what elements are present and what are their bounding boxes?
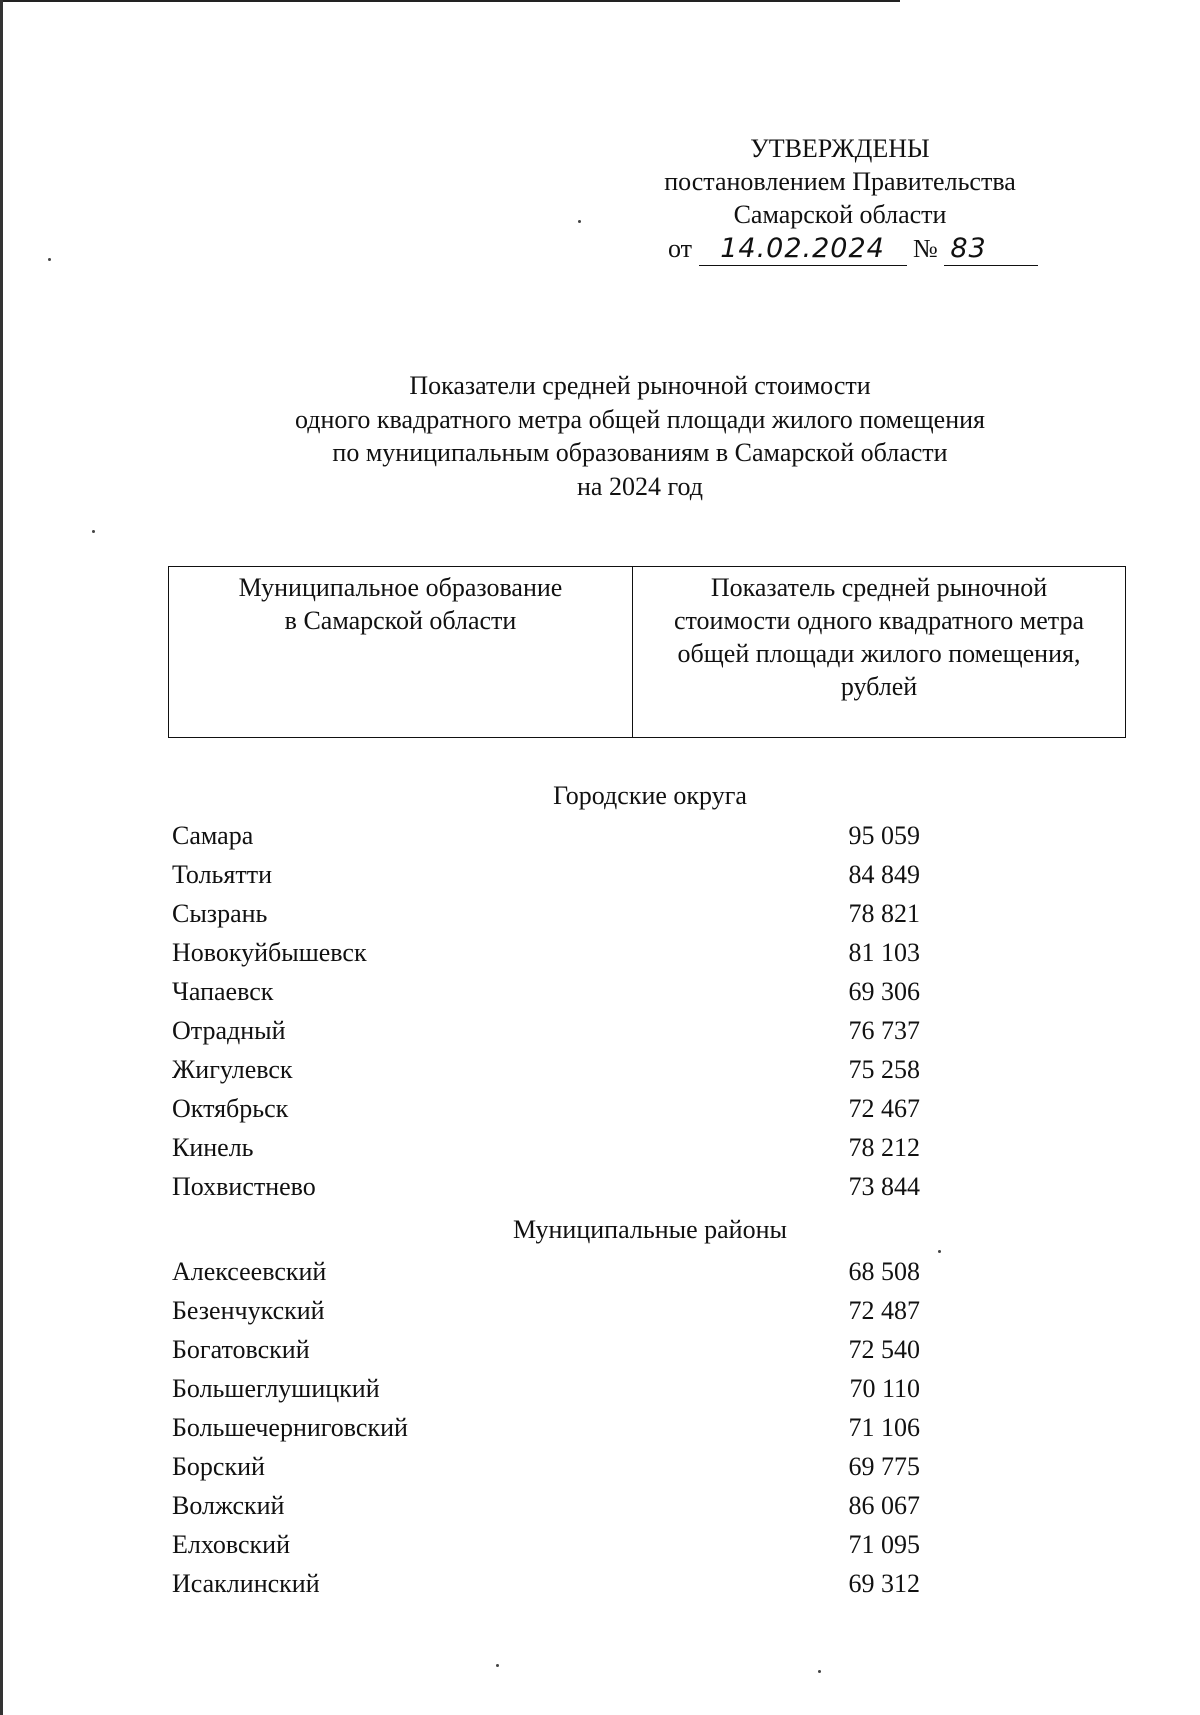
title-line: одного квадратного метра общей площади жилого помещения bbox=[294, 404, 986, 434]
municipality-name: Безенчукский bbox=[172, 1296, 325, 1325]
title-line: Показатели средней рыночной стоимости bbox=[409, 371, 871, 400]
header-text: общей площади жилого помещения, bbox=[677, 639, 1081, 668]
title-line: на 2024 год bbox=[577, 471, 703, 501]
municipality-name: Большечерниговский bbox=[172, 1413, 408, 1442]
table-header bbox=[168, 566, 1126, 738]
municipality-name: Борский bbox=[172, 1452, 265, 1481]
price-value: 69 312 bbox=[848, 1569, 920, 1598]
scan-speck bbox=[48, 258, 51, 261]
approval-block bbox=[600, 132, 1080, 231]
municipality-name: Сызрань bbox=[172, 899, 268, 928]
scan-speck bbox=[938, 1250, 941, 1253]
approval-heading: УТВЕРЖДЕНЫ bbox=[750, 134, 930, 163]
scan-speck bbox=[578, 220, 581, 223]
title-line: по муниципальным образованиям в Самарской области bbox=[332, 438, 948, 467]
municipality-name: Кинель bbox=[172, 1133, 254, 1162]
municipality-name: Новокуйбышевск bbox=[172, 938, 367, 967]
table-row bbox=[172, 1130, 932, 1166]
section-heading: Городские округа bbox=[553, 781, 747, 810]
table-row bbox=[172, 896, 932, 932]
price-value: 72 467 bbox=[848, 1094, 920, 1123]
price-value: 71 095 bbox=[848, 1530, 920, 1559]
table-row bbox=[172, 1527, 932, 1563]
table-row bbox=[172, 1488, 932, 1524]
municipality-name: Богатовский bbox=[172, 1335, 310, 1364]
handwritten-number: 83 bbox=[944, 232, 1038, 266]
price-value: 75 258 bbox=[848, 1055, 920, 1084]
table-row bbox=[172, 935, 932, 971]
table-row bbox=[172, 1013, 932, 1049]
price-value: 69 306 bbox=[848, 977, 920, 1006]
municipality-name: Большеглушицкий bbox=[172, 1374, 380, 1403]
table-row bbox=[172, 1566, 932, 1602]
municipality-name: Отрадный bbox=[172, 1016, 286, 1045]
municipality-name: Жигулевск bbox=[172, 1055, 293, 1084]
table-row bbox=[172, 1449, 932, 1485]
price-value: 76 737 bbox=[848, 1016, 920, 1045]
table-row bbox=[172, 1410, 932, 1446]
municipality-name: Волжский bbox=[172, 1491, 285, 1520]
municipality-name: Самара bbox=[172, 821, 254, 850]
approval-region: Самарской области bbox=[733, 200, 947, 229]
table-row bbox=[172, 1091, 932, 1127]
scan-speck bbox=[92, 530, 95, 533]
price-value: 69 775 bbox=[848, 1452, 920, 1481]
price-value: 72 487 bbox=[848, 1296, 920, 1325]
price-value: 68 508 bbox=[848, 1257, 920, 1286]
handwritten-date: 14.02.2024 bbox=[699, 232, 907, 266]
approval-date-line bbox=[668, 232, 1038, 266]
municipality-name: Елховский bbox=[172, 1530, 290, 1559]
table-row bbox=[172, 974, 932, 1010]
header-text: стоимости одного квадратного метра bbox=[673, 606, 1084, 635]
municipality-name: Чапаевск bbox=[172, 977, 274, 1006]
table-row bbox=[172, 1254, 932, 1290]
scan-edge-top bbox=[0, 0, 900, 2]
price-value: 71 106 bbox=[848, 1413, 920, 1442]
price-value: 78 212 bbox=[848, 1133, 920, 1162]
scan-edge-left bbox=[0, 0, 3, 1715]
price-value: 81 103 bbox=[848, 938, 920, 967]
table-row bbox=[172, 1332, 932, 1368]
section-heading: Муниципальные районы bbox=[513, 1215, 787, 1244]
header-text: в Самарской области bbox=[284, 606, 517, 635]
price-value: 72 540 bbox=[848, 1335, 920, 1364]
date-prefix: от bbox=[668, 234, 693, 263]
table-row bbox=[172, 857, 932, 893]
header-text: рублей bbox=[840, 672, 918, 701]
price-value: 70 110 bbox=[849, 1374, 920, 1403]
municipality-name: Тольятти bbox=[172, 860, 273, 889]
table-row bbox=[172, 1371, 932, 1407]
scan-speck bbox=[496, 1664, 499, 1667]
price-value: 73 844 bbox=[848, 1172, 920, 1201]
header-text: Муниципальное образование bbox=[238, 573, 563, 602]
table-row bbox=[172, 1169, 932, 1205]
document-title bbox=[160, 369, 1120, 503]
municipality-name: Алексеевский bbox=[172, 1257, 327, 1286]
price-value: 78 821 bbox=[848, 899, 920, 928]
table-row bbox=[172, 1052, 932, 1088]
price-value: 84 849 bbox=[848, 860, 920, 889]
column-header-municipality bbox=[169, 567, 633, 737]
column-header-price bbox=[633, 567, 1125, 737]
price-value: 86 067 bbox=[848, 1491, 920, 1520]
approval-decree: постановлением Правительства bbox=[664, 167, 1016, 196]
municipality-name: Исаклинский bbox=[172, 1569, 320, 1598]
table-row bbox=[172, 818, 932, 854]
scan-speck bbox=[818, 1670, 821, 1673]
price-value: 95 059 bbox=[848, 821, 920, 850]
municipality-name: Октябрьск bbox=[172, 1094, 289, 1123]
table-row bbox=[172, 1293, 932, 1329]
municipality-name: Похвистнево bbox=[172, 1172, 316, 1201]
header-text: Показатель средней рыночной bbox=[710, 573, 1048, 602]
number-sign: № bbox=[913, 234, 938, 263]
